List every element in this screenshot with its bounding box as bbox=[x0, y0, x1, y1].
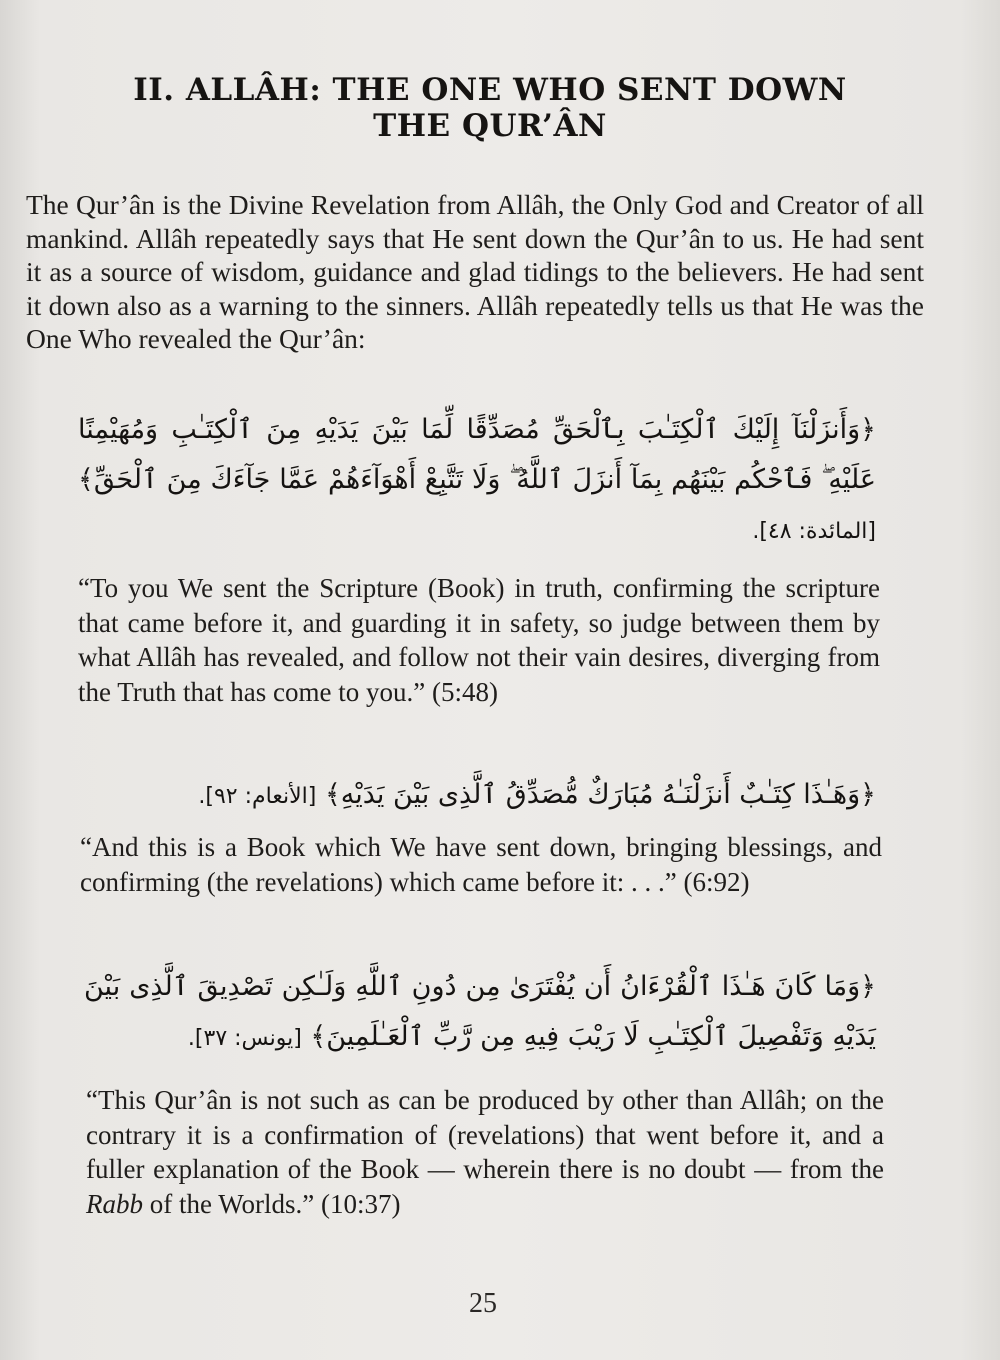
arabic-verse-3-text: ﴿وَمَا كَانَ هَـٰذَا ٱلْقُرْءَانُ أَن يُفْتَرَىٰ مِن دُونِ ٱللَّهِ وَلَـٰكِن تَصْدِيقَ ٱلَّذِى بَيْنَ يَدَيْهِ وَتَفْصِيلَ ٱلْكِتَـٰبِ لَا رَيْبَ فِيهِ مِن رَّبِّ ٱلْعَـٰلَمِينَ﴾ bbox=[84, 971, 876, 1052]
arabic-verse-1 bbox=[78, 405, 876, 557]
translation-3 bbox=[86, 1083, 884, 1221]
translation-3-italic-term: Rabb bbox=[86, 1188, 143, 1219]
arabic-verse-3 bbox=[84, 962, 876, 1064]
intro-paragraph: The Qur’ân is the Divine Revelation from Allâh, the Only God and Creator of all mankind. Allâh repeatedly says that He sent down the Qur’ân to us. He had sent it as a source of wisdom, guidance and glad tidings to the believers. He had sent it down also as a warning to the sinners. Allâh repeatedly tells us that He was the One Who revealed the Qur’ân: bbox=[26, 189, 924, 354]
page-number: 25 bbox=[469, 1288, 497, 1319]
translation-1: “To you We sent the Scripture (Book) in truth, confirming the scripture that came before it, and guarding it in safety, so judge between them by what Allâh has revealed, and follow not their vain desires, diverging from the Truth that has come to you.” (5:48) bbox=[78, 573, 880, 707]
arabic-verse-1-reference: [المائدة: ٤٨]. bbox=[752, 519, 876, 544]
arabic-verse-3-reference: [يونس: ٣٧]. bbox=[187, 1026, 302, 1051]
arabic-verse-2-text: ﴿وَهَـٰذَا كِتَـٰبٌ أَنزَلْنَـٰهُ مُبَارَكٌ مُّصَدِّقُ ٱلَّذِى بَيْنَ يَدَيْهِ﴾ bbox=[324, 779, 876, 810]
translation-3-text: “This Qur’ân is not such as can be produced by other than Allâh; on the contrary it is a confirmation of (revelations) that went before it, and a fuller explanation of the Book — wherein there is no doubt — from the bbox=[86, 1085, 884, 1184]
arabic-verse-2-reference: [الأنعام: ٩٢]. bbox=[198, 784, 317, 809]
translation-3-text-end: of the Worlds.” (10:37) bbox=[143, 1188, 401, 1219]
arabic-verse-1-text: ﴿وَأَنزَلْنَآ إِلَيْكَ ٱلْكِتَـٰبَ بِٱلْحَقِّ مُصَدِّقًا لِّمَا بَيْنَ يَدَيْهِ مِنَ ٱلْكِتَـٰبِ وَمُهَيْمِنًا عَلَيْهِ ۖ فَٱحْكُم بَيْنَهُم بِمَآ أَنزَلَ ٱللَّهُ ۖ وَلَا تَتَّبِعْ أَهْوَآءَهُمْ عَمَّا جَآءَكَ مِنَ ٱلْحَقِّ﴾ bbox=[78, 414, 876, 495]
heading-line-2: THE QUR’ÂN bbox=[373, 108, 607, 144]
translation-2: “And this is a Book which We have sent down, bringing blessings, and confirming (the revelations) which came before it: . . .” (6:92) bbox=[80, 832, 882, 897]
heading-line-1: II. ALLÂH: THE ONE WHO SENT DOWN bbox=[133, 72, 847, 108]
section-heading bbox=[60, 72, 920, 144]
arabic-verse-2 bbox=[120, 770, 876, 822]
